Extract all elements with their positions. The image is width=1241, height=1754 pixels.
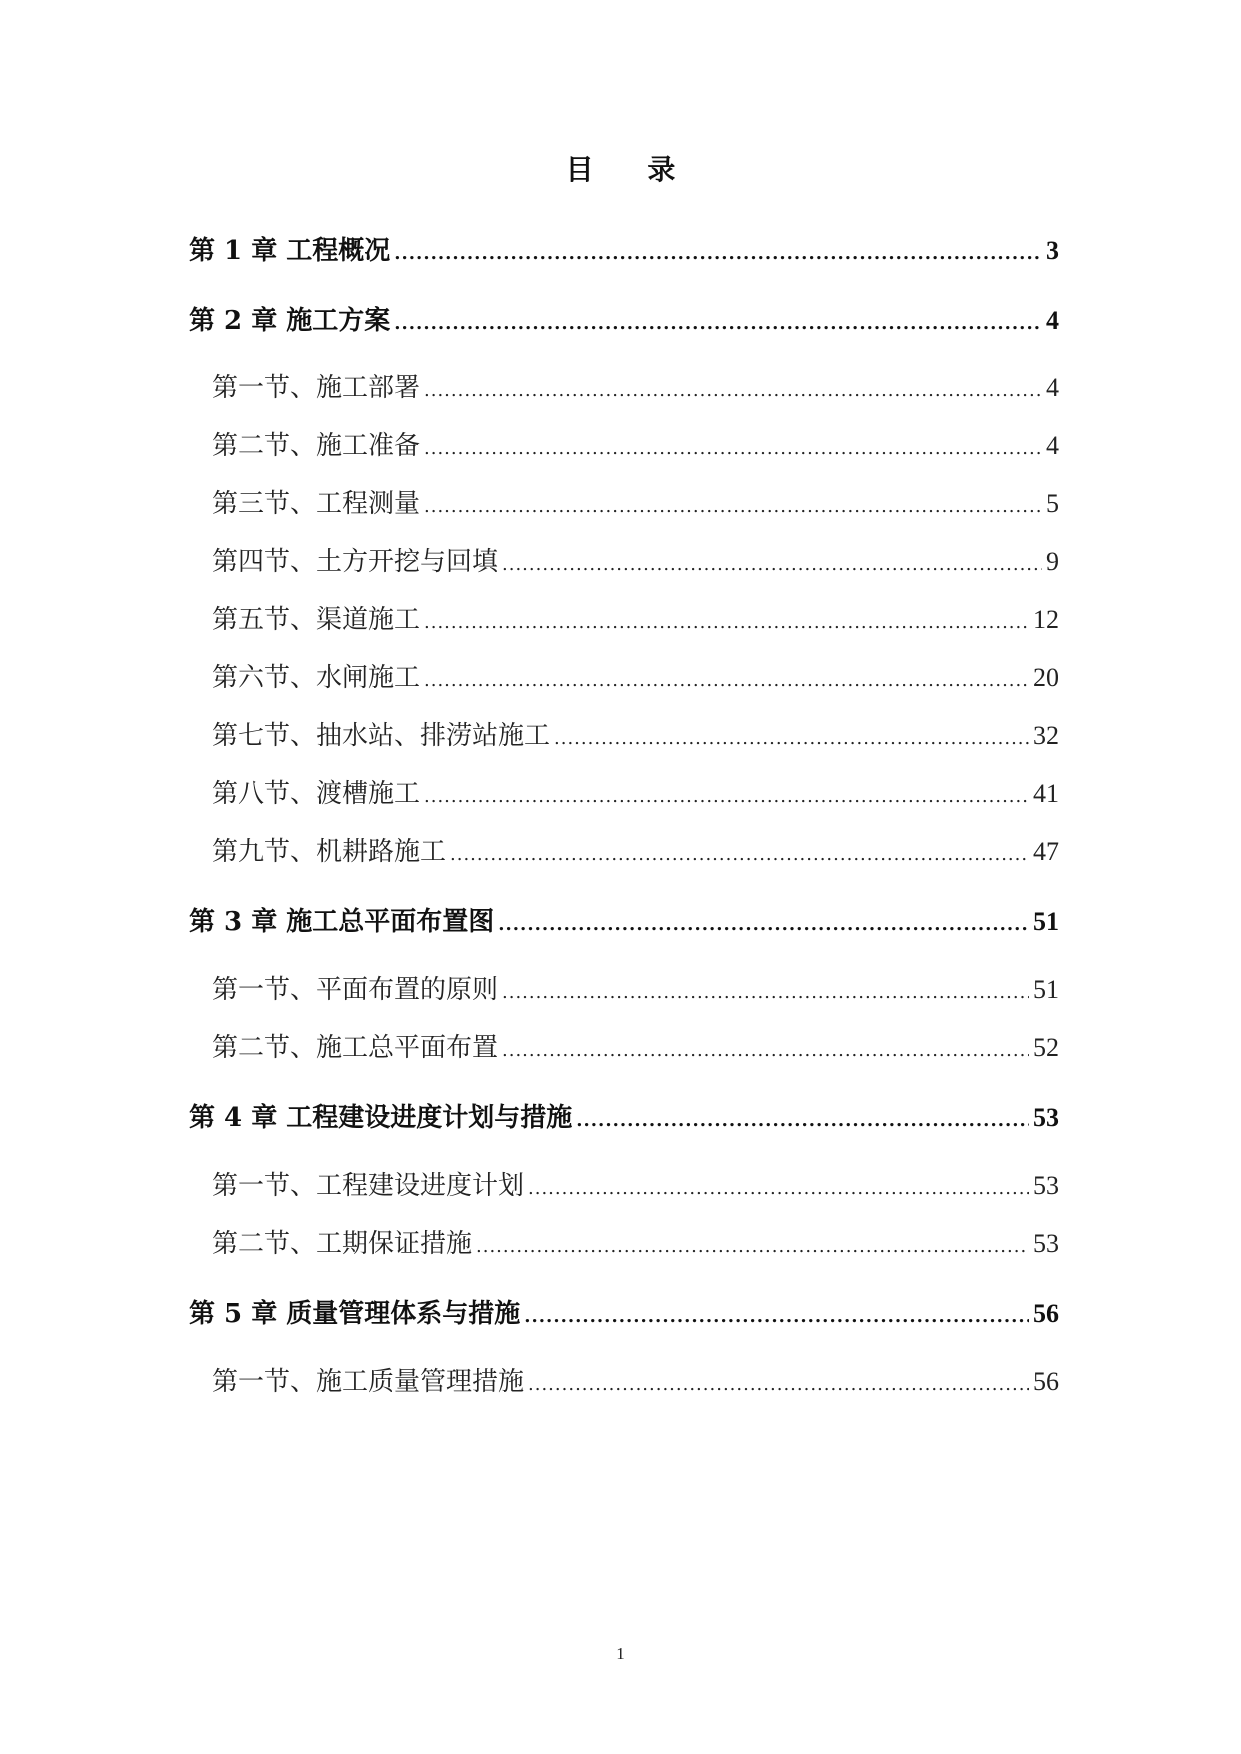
- toc-entry-label: 第八节、渡槽施工: [212, 779, 421, 809]
- toc-title: 目 录: [565, 153, 698, 186]
- dot-leader: [498, 914, 1029, 935]
- toc-entry-page: 41: [1033, 779, 1059, 808]
- toc-entry-chapter-3[interactable]: [189, 901, 1059, 941]
- dot-leader: [424, 612, 1029, 633]
- toc-entry-chapter-5[interactable]: [189, 1293, 1059, 1333]
- toc-entry-label: 第 4 章 工程建设进度计划与措施: [189, 1103, 573, 1133]
- toc-entry-page: 3: [1046, 236, 1059, 265]
- toc-entry-page: 47: [1033, 837, 1059, 866]
- dot-leader: [528, 1374, 1029, 1395]
- toc-entry-page: 20: [1033, 663, 1059, 692]
- toc-entry-page: 52: [1033, 1033, 1059, 1062]
- toc-entry-label: 第 1 章 工程概况: [189, 236, 391, 266]
- dot-leader: [476, 1236, 1029, 1257]
- dot-leader: [502, 554, 1042, 575]
- page-number: 1: [616, 1644, 625, 1663]
- toc-entry-label: 第二节、工期保证措施: [212, 1229, 473, 1259]
- toc-entry-label: 第二节、施工总平面布置: [212, 1033, 499, 1063]
- toc-entry-label: 第一节、平面布置的原则: [212, 975, 499, 1005]
- toc-entry-page: 12: [1033, 605, 1059, 634]
- toc-entry-section[interactable]: [189, 1361, 1059, 1401]
- toc-entry-page: 4: [1046, 431, 1059, 460]
- toc-entry-section[interactable]: [189, 969, 1059, 1009]
- dot-leader: [424, 670, 1029, 691]
- toc-entry-section[interactable]: [189, 773, 1059, 813]
- toc-entry-section[interactable]: [189, 657, 1059, 697]
- toc-entry-page: 4: [1046, 373, 1059, 402]
- dot-leader: [554, 728, 1029, 749]
- toc-entry-page: 53: [1033, 1171, 1059, 1200]
- dot-leader: [424, 438, 1042, 459]
- dot-leader: [576, 1110, 1029, 1131]
- dot-leader: [528, 1178, 1029, 1199]
- toc-entry-label: 第四节、土方开挖与回填: [212, 547, 499, 577]
- toc-entry-section[interactable]: [189, 715, 1059, 755]
- toc-entry-chapter-2[interactable]: [189, 300, 1059, 340]
- dot-leader: [450, 844, 1029, 865]
- toc-entry-chapter-4[interactable]: [189, 1097, 1059, 1137]
- toc-entry-page: 51: [1033, 975, 1059, 1004]
- toc-entry-page: 4: [1046, 306, 1059, 335]
- toc-entry-section[interactable]: [189, 425, 1059, 465]
- dot-leader: [394, 243, 1042, 264]
- toc-entry-label: 第七节、抽水站、排涝站施工: [212, 721, 551, 751]
- toc-entry-label: 第九节、机耕路施工: [212, 837, 447, 867]
- toc-entry-page: 56: [1033, 1367, 1059, 1396]
- dot-leader: [394, 313, 1042, 334]
- toc-entry-page: 53: [1033, 1229, 1059, 1258]
- toc-entry-section[interactable]: [189, 831, 1059, 871]
- dot-leader: [524, 1306, 1029, 1327]
- toc-entry-label: 第三节、工程测量: [212, 489, 421, 519]
- toc-entry-label: 第二节、施工准备: [212, 431, 421, 461]
- toc-entry-label: 第一节、施工部署: [212, 373, 421, 403]
- toc-entry-page: 56: [1033, 1299, 1059, 1328]
- toc-entry-section[interactable]: [189, 1223, 1059, 1263]
- dot-leader: [502, 1040, 1029, 1061]
- toc-entry-page: 51: [1033, 907, 1059, 936]
- toc-entry-page: 53: [1033, 1103, 1059, 1132]
- toc-entry-chapter-1[interactable]: [189, 230, 1059, 270]
- toc-entry-section[interactable]: [189, 541, 1059, 581]
- dot-leader: [424, 496, 1042, 517]
- toc-entry-section[interactable]: [189, 483, 1059, 523]
- toc-entry-label: 第 5 章 质量管理体系与措施: [189, 1299, 521, 1329]
- toc-entry-section[interactable]: [189, 1027, 1059, 1067]
- toc-entry-label: 第 2 章 施工方案: [189, 306, 391, 336]
- toc-entry-section[interactable]: [189, 599, 1059, 639]
- toc-entry-section[interactable]: [189, 1165, 1059, 1205]
- toc-entry-page: 5: [1046, 489, 1059, 518]
- dot-leader: [502, 982, 1029, 1003]
- dot-leader: [424, 786, 1029, 807]
- toc-entry-label: 第一节、施工质量管理措施: [212, 1367, 525, 1397]
- toc-entry-section[interactable]: [189, 367, 1059, 407]
- toc-entry-page: 9: [1046, 547, 1059, 576]
- toc-entry-label: 第六节、水闸施工: [212, 663, 421, 693]
- toc-entry-label: 第一节、工程建设进度计划: [212, 1171, 525, 1201]
- toc-entry-label: 第五节、渠道施工: [212, 605, 421, 635]
- toc-entry-page: 32: [1033, 721, 1059, 750]
- toc-entry-label: 第 3 章 施工总平面布置图: [189, 907, 495, 937]
- dot-leader: [424, 380, 1042, 401]
